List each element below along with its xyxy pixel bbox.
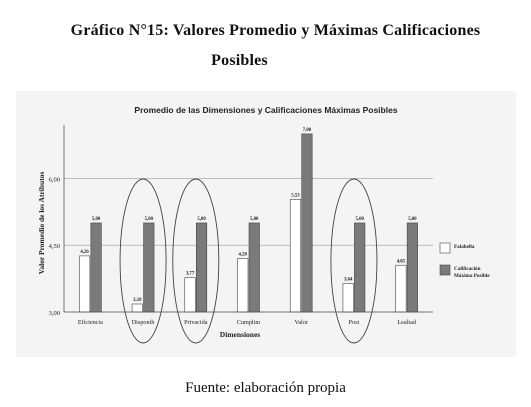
bar-max-possible (354, 223, 365, 312)
x-tick-label: Disponib (131, 319, 155, 326)
bar-falabella (343, 284, 354, 312)
x-tick-label: Eficiencia (77, 319, 103, 326)
bar-chart (16, 91, 516, 357)
data-label-falabella: 5,53 (291, 193, 300, 199)
x-tick-label: Valor (294, 319, 308, 326)
bar-falabella (396, 265, 407, 312)
bar-max-possible (302, 134, 313, 312)
data-label-falabella: 3,64 (343, 277, 353, 283)
x-tick-label: Privacida (184, 319, 208, 326)
bar-falabella (238, 259, 249, 312)
bar-falabella (132, 304, 143, 312)
bar-max-possible (144, 223, 155, 312)
chart-title: Promedio de las Dimensiones y Calificaciones Máximas Posibles (134, 105, 398, 115)
x-tick-label: Cumplim (236, 319, 261, 326)
bar-max-possible (196, 223, 207, 312)
bar-falabella (185, 278, 196, 312)
data-label-max-possible: 5,00 (91, 216, 101, 222)
y-axis-label: Valor Promedio de los Atributos (37, 171, 46, 275)
bar-max-possible (249, 223, 260, 312)
bar-max-possible (407, 223, 418, 312)
data-label-max-possible: 5,00 (408, 216, 417, 222)
data-label-falabella: 3,18 (133, 297, 142, 303)
legend-swatch (440, 243, 450, 253)
legend-label: Máxima Posible (454, 273, 490, 279)
chart-panel (16, 91, 516, 357)
y-tick-label: 4,50 (48, 243, 60, 251)
x-axis-label: Dimensiones (219, 330, 261, 339)
y-tick-label: 6,00 (48, 176, 60, 184)
bar-falabella (290, 199, 301, 312)
source-note: Fuente: elaboración propia (185, 380, 346, 396)
figure-heading-line1: Gráfico N°15: Valores Promedio y Máximas Calificaciones (70, 22, 481, 39)
legend-label: Calificación (454, 266, 481, 272)
data-label-max-possible: 7,00 (302, 127, 312, 133)
x-tick-label: Post (348, 319, 360, 326)
data-label-max-possible: 5,00 (197, 216, 206, 222)
y-tick-label: 3,00 (48, 310, 60, 317)
data-label-falabella: 4,26 (80, 249, 89, 255)
bar-max-possible (91, 223, 102, 312)
data-label-max-possible: 5,00 (250, 216, 259, 222)
x-tick-label: Lealtad (397, 319, 416, 326)
data-label-falabella: 4,20 (238, 252, 247, 258)
data-label-falabella: 3,77 (185, 271, 195, 277)
legend-swatch (440, 265, 450, 275)
data-label-max-possible: 5,00 (144, 216, 154, 222)
bar-falabella (79, 256, 90, 312)
data-label-max-possible: 5,00 (355, 216, 364, 222)
legend-label: Falabella (454, 244, 475, 250)
data-label-falabella: 4,05 (396, 259, 406, 265)
figure-heading-line2: Posibles (211, 52, 268, 69)
